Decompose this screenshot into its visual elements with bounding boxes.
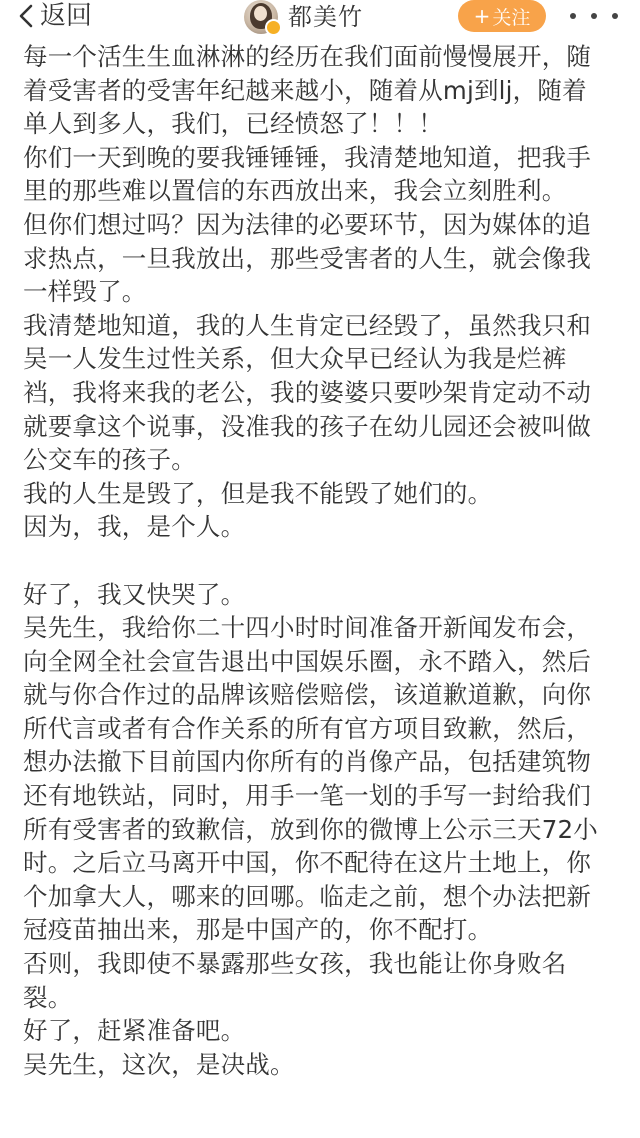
post-text-line: 求热点，一旦我放出，那些受害者的人生，就会像我	[23, 243, 592, 273]
post-text-line: 所代言或者有合作关系的所有官方项目致歉，然后，	[23, 713, 592, 743]
follow-label: 关注	[492, 6, 531, 29]
post-text-line: 我的人生是毁了，但是我不能毁了她们的。	[23, 478, 493, 508]
post-text-line: 好了，赶紧准备吧。	[23, 1016, 246, 1046]
avatar[interactable]	[244, 0, 278, 34]
post-text-line: 单人到多人，我们，已经愤怒了！！！	[23, 109, 443, 139]
post-text-line: 就要拿这个说事，没准我的孩子在幼儿园还会被叫做	[23, 411, 592, 441]
verified-badge-icon	[265, 19, 282, 36]
post-text-line: 个加拿大人，哪来的回哪。临走之前，想个办法把新	[23, 881, 592, 911]
post-text-line: 否则，我即使不暴露那些女孩，我也能让你身败名	[23, 949, 567, 979]
post-text-line: 裂。	[23, 982, 73, 1012]
post-text-line: 吴先生，这次，是决战。	[23, 1049, 295, 1079]
more-options-button[interactable]	[570, 0, 618, 32]
post-text-line: 你们一天到晚的要我锤锤锤，我清楚地知道，把我手	[23, 142, 592, 172]
post-text-line: 里的那些难以置信的东西放出来，我会立刻胜利。	[23, 176, 567, 206]
post-text-line: 好了，我又快哭了。	[23, 579, 246, 609]
paragraph-spacer	[23, 544, 623, 578]
post-text-line: 时。之后立马离开中国，你不配待在这片土地上，你	[23, 848, 592, 878]
post-text-line: 吴先生，我给你二十四小时时间准备开新闻发布会，	[23, 613, 592, 643]
back-label: 返回	[40, 1, 93, 31]
plus-icon: +	[473, 4, 491, 28]
post-text-line: 每一个活生生血淋淋的经历在我们面前慢慢展开，随	[23, 42, 592, 71]
post-text-line: 就与你合作过的品牌该赔偿赔偿，该道歉道歉，向你	[23, 680, 592, 710]
back-button[interactable]	[18, 0, 92, 32]
post-text-line: 裆，我将来我的老公，我的婆婆只要吵架肯定动不动	[23, 377, 592, 407]
post-text-line: 所有受害者的致歉信，放到你的微博上公示三天72小	[23, 814, 598, 844]
more-dots-icon	[612, 13, 618, 19]
top-navigation-bar	[0, 0, 640, 36]
post-text-line: 想办法撤下目前国内你所有的肖像产品，包括建筑物	[23, 747, 592, 777]
post-text-line: 因为，我，是个人。	[23, 512, 246, 542]
post-text-line: 但你们想过吗？因为法律的必要环节，因为媒体的追	[23, 209, 592, 239]
author-username[interactable]: 都美竹	[288, 3, 363, 31]
post-text-line: 着受害者的受害年纪越来越小，随着从mj到lj，随着	[23, 75, 587, 105]
post-text-line: 冠疫苗抽出来，那是中国产的，你不配打。	[23, 915, 493, 945]
post-body	[23, 40, 623, 1081]
more-dots-icon	[591, 13, 597, 19]
chevron-left-icon	[18, 4, 34, 28]
post-text-line: 吴一人发生过性关系，但大众早已经认为我是烂裤	[23, 344, 567, 374]
avatar-face	[254, 6, 267, 21]
post-text-line: 一样毁了。	[23, 277, 147, 307]
post-text-line: 公交车的孩子。	[23, 445, 196, 475]
author-profile[interactable]	[244, 0, 363, 34]
post-text-line: 我清楚地知道，我的人生肯定已经毁了，虽然我只和	[23, 310, 592, 340]
more-dots-icon	[570, 13, 576, 19]
post-text-line: 还有地铁站，同时，用手一笔一划的手写一封给我们	[23, 781, 592, 811]
post-text-line: 向全网全社会宣告退出中国娱乐圈，永不踏入，然后	[23, 646, 592, 676]
follow-button[interactable]	[458, 0, 546, 32]
